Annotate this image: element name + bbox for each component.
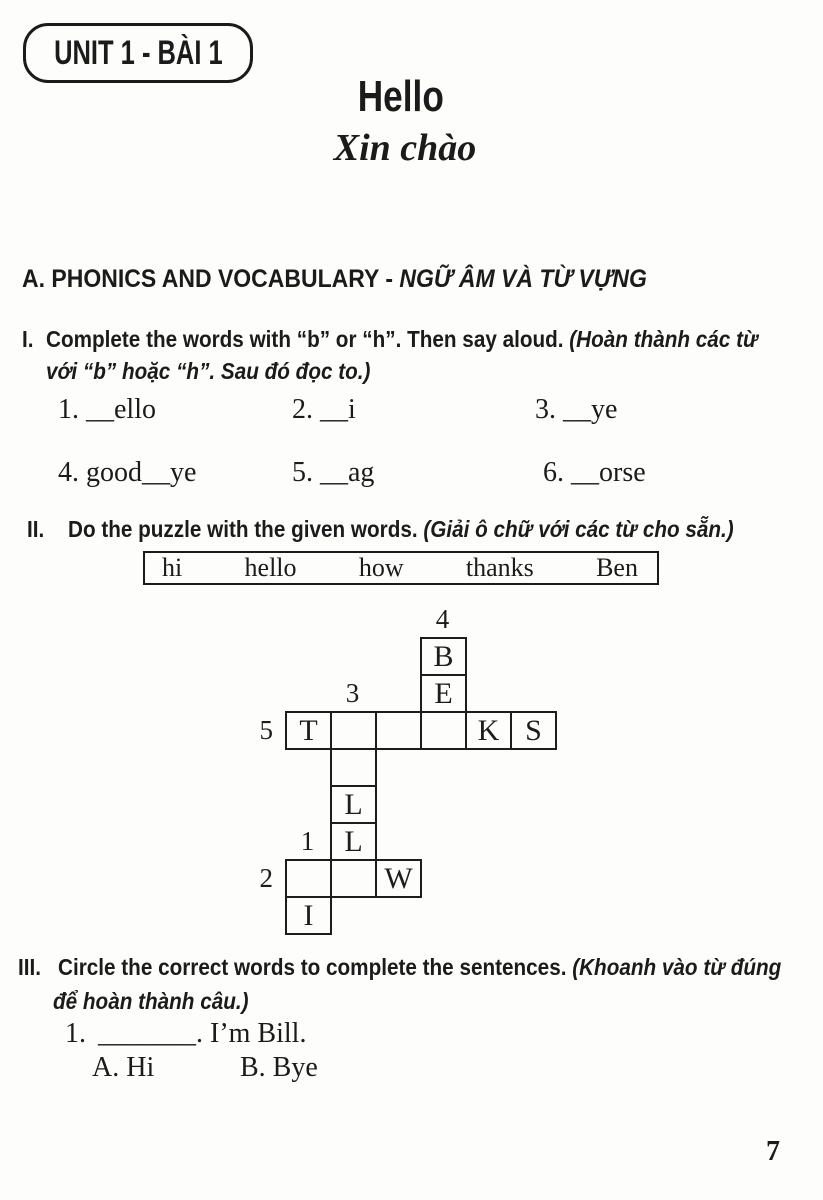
exercise3-number: III. [18,954,42,980]
puzzle-cell-empty [330,748,377,787]
exercise3-heading-line1: Circle the correct words to complete the sentences. (Khoanh vào từ đúng [58,954,782,980]
exercise1-item: 2. __i [292,394,356,425]
page-number: 7 [766,1136,780,1167]
unit-badge-label: UNIT 1 - BÀI 1 [53,33,223,72]
exercise2-number: II. [27,516,45,542]
puzzle-cell-empty [285,859,332,898]
puzzle-cell-letter: K [465,711,512,750]
puzzle-clue-number: 1 [300,826,315,856]
exercise3-option: A. Hi [92,1052,155,1083]
puzzle-cell-empty [375,711,422,750]
exercise1-item: 3. __ye [535,394,618,425]
puzzle-clue-number: 3 [345,678,360,708]
puzzle-cell-letter: L [330,785,377,824]
exercise3-option: B. Bye [240,1052,318,1083]
section-a-label-en: A. PHONICS AND VOCABULARY - [22,265,400,293]
word-bank-word: thanks [465,553,534,582]
puzzle-cell-letter: L [330,822,377,861]
exercise1-item: 5. __ag [292,457,375,488]
word-bank-word: hi [162,553,183,582]
exercise1-heading-line1: Complete the words with “b” or “h”. Then say aloud. (Hoàn thành các từ [46,326,758,352]
puzzle-cell-empty [420,711,467,750]
page-title: Hello [357,72,445,121]
puzzle-cell-letter: T [285,711,332,750]
section-a-heading [22,264,701,294]
puzzle-cell-letter: B [420,637,467,676]
exercise1-item: 6. __orse [543,457,646,488]
exercise2-heading: Do the puzzle with the given words. (Giải ô chữ với các từ cho sẵn.) [68,516,734,542]
exercise1-item: 4. good__ye [58,457,197,488]
puzzle-cell-empty [330,711,377,750]
exercise3-item-1 [65,1018,306,1050]
exercise3-heading-line2: để hoàn thành câu.) [53,988,249,1014]
page-title-translation: Xin chào [333,127,477,169]
puzzle-cell-letter: I [285,896,332,935]
puzzle-clue-number: 4 [435,604,450,634]
answer-blank: _______ [98,1018,196,1049]
puzzle-cell-letter: S [510,711,557,750]
word-bank-word: hello [244,553,297,582]
crossword-puzzle [259,604,557,935]
puzzle-clue-number: 2 [259,863,273,893]
word-bank-word: how [358,553,404,582]
item-sentence: _______. I’m Bill. [98,1018,307,1049]
section-a-label-vi: NGỮ ÂM VÀ TỪ VỰNG [399,265,647,293]
word-bank [143,551,659,585]
puzzle-cell-letter: W [375,859,422,898]
puzzle-cell-empty [330,859,377,898]
item-number: 1. [65,1018,86,1049]
exercise1-heading-line2: với “b” hoặc “h”. Sau đó đọc to.) [46,358,371,384]
exercise1-item: 1. __ello [58,394,156,425]
word-bank-word: Ben [596,553,638,582]
exercise1-number: I. [22,326,34,352]
puzzle-cell-letter: E [420,674,467,713]
puzzle-clue-number: 5 [259,715,273,745]
